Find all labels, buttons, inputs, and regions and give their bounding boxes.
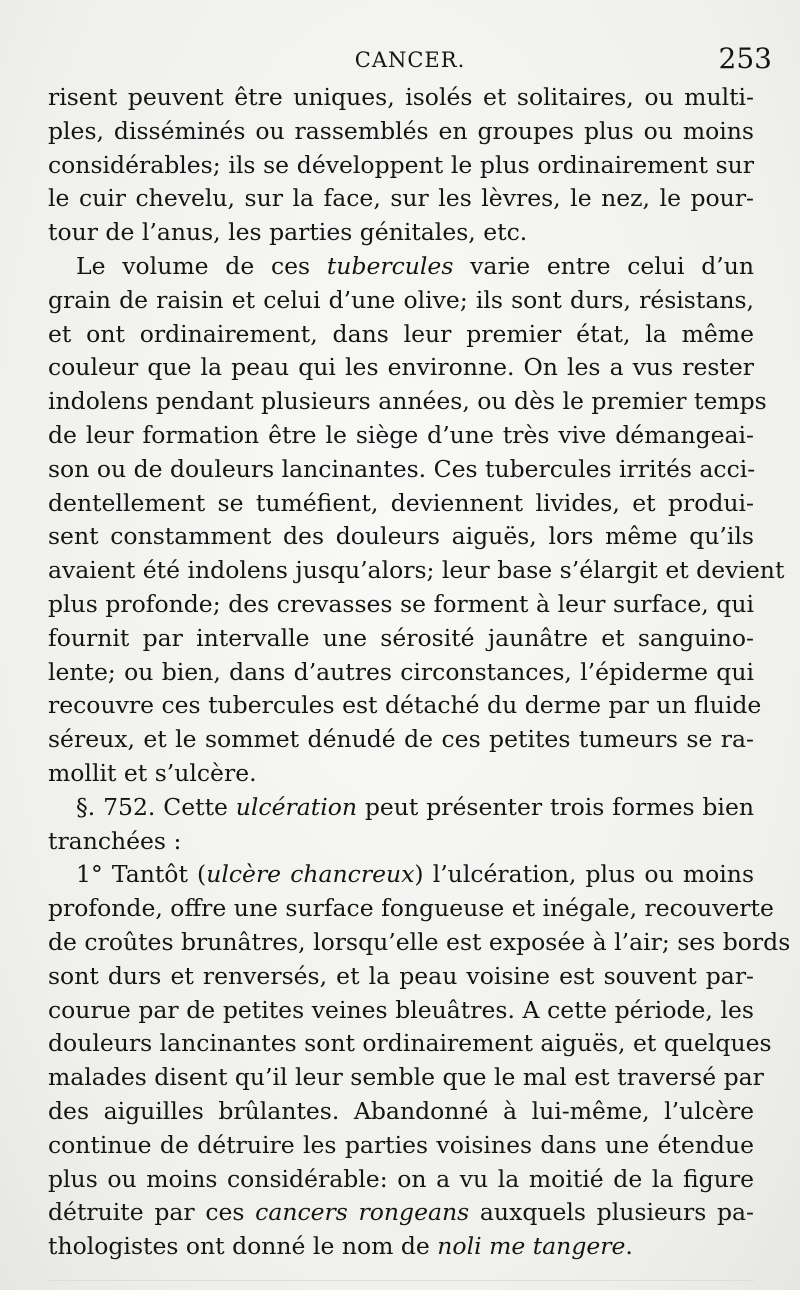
text-segment: couleur que la peau qui les environne. On les a vus rester [48, 353, 754, 382]
text-segment: plus ou moins considérable: on a vu la moitié de la figure [48, 1164, 754, 1193]
body-text [48, 81, 791, 1264]
text-line [48, 656, 754, 690]
running-title: CANCER. [354, 48, 466, 72]
text-segment: lente; ou bien, dans d’autres circonstances, l’épiderme qui [48, 657, 754, 686]
text-segment: tranchées : [48, 826, 182, 855]
text-line [48, 182, 754, 216]
text-line [48, 1095, 754, 1129]
text-segment: continue de détruire les parties voisines dans une étendue [48, 1130, 754, 1159]
text-line [48, 318, 754, 352]
text-segment: tour de l’anus, les parties génitales, etc. [48, 218, 528, 247]
text-line [48, 284, 754, 318]
italic-term: noli me tangere [437, 1232, 626, 1261]
text-line [48, 994, 754, 1028]
text-line [48, 825, 754, 859]
text-segment: son ou de douleurs lancinantes. Ces tubercules irrités acci- [48, 454, 756, 483]
text-line [48, 351, 754, 385]
page-edge-line [48, 1280, 754, 1281]
text-segment: courue par de petites veines bleuâtres. A cette période, les [48, 995, 754, 1024]
text-segment: séreux, et le sommet dénudé de ces petites tumeurs se ra- [48, 725, 754, 754]
text-segment: peut présenter trois formes bien [357, 792, 754, 821]
text-segment: auxquels plusieurs pa- [469, 1198, 754, 1227]
text-segment: §. 752. Cette [76, 792, 236, 821]
text-line [48, 419, 754, 453]
italic-term: cancers rongeans [255, 1198, 470, 1227]
text-segment: 1° Tantôt ( [76, 860, 207, 889]
text-line [48, 1061, 764, 1095]
text-segment: détruite par ces [48, 1198, 256, 1227]
text-line [48, 250, 754, 284]
text-segment: ples, disséminés ou rassemblés en groupes plus ou moins [48, 116, 754, 145]
text-line [48, 453, 754, 487]
text-segment: mollit et s’ulcère. [48, 758, 257, 787]
page-number: 253 [718, 42, 772, 75]
text-line [48, 1027, 772, 1061]
text-segment: de croûtes brunâtres, lorsqu’elle est exposée à l’air; ses bords [48, 927, 791, 956]
text-line [48, 723, 754, 757]
text-segment: Le volume de ces [76, 251, 327, 280]
page-header [48, 42, 772, 78]
text-segment: risent peuvent être uniques, isolés et solitaires, ou multi- [48, 83, 754, 111]
italic-term: tubercules [326, 251, 454, 280]
text-segment: profonde, offre une surface fongueuse et inégale, recouverte [48, 894, 774, 923]
text-segment: grain de raisin et celui d’une olive; ils sont durs, résistans, [48, 285, 754, 314]
text-line [48, 757, 754, 791]
text-line [48, 1230, 754, 1264]
text-segment: des aiguilles brûlantes. Abandonné à lui-même, l’ulcère [48, 1096, 754, 1125]
text-segment: avaient été indolens jusqu’alors; leur base s’élargit et devient [48, 556, 785, 585]
text-segment: thologistes ont donné le nom de [48, 1232, 438, 1261]
text-line [48, 520, 754, 554]
text-line [48, 1129, 754, 1163]
text-line [48, 1196, 754, 1230]
italic-term: ulcération [235, 792, 357, 821]
text-line [48, 960, 754, 994]
text-line [48, 926, 791, 960]
text-segment: de leur formation être le siège d’une très vive démangeai- [48, 420, 754, 449]
text-line [48, 216, 754, 250]
text-segment: considérables; ils se développent le plus ordinairement sur [48, 150, 754, 179]
text-line [48, 487, 754, 521]
text-segment: indolens pendant plusieurs années, ou dès le premier temps [48, 387, 767, 416]
text-line [48, 149, 754, 183]
text-segment: varie entre celui d’un [453, 251, 754, 280]
text-line [48, 892, 774, 926]
text-segment: fournit par intervalle une sérosité jaunâtre et sanguino- [48, 623, 754, 652]
text-line [48, 1163, 754, 1197]
text-segment: le cuir chevelu, sur la face, sur les lèvres, le nez, le pour- [48, 184, 754, 213]
text-segment: plus profonde; des crevasses se forment à leur surface, qui [48, 589, 754, 618]
text-line [48, 622, 754, 656]
text-segment: dentellement se tuméfient, deviennent livides, et produi- [48, 488, 754, 517]
text-line [48, 554, 785, 588]
text-segment: et ont ordinairement, dans leur premier état, la même [48, 319, 754, 348]
text-line [48, 689, 762, 723]
text-segment: sent constamment des douleurs aiguës, lors même qu’ils [48, 522, 754, 551]
text-segment: sont durs et renversés, et la peau voisine est souvent par- [48, 961, 754, 990]
italic-term: ulcère chancreux [206, 860, 415, 889]
text-line [48, 858, 754, 892]
text-segment: recouvre ces tubercules est détaché du derme par un fluide [48, 691, 762, 720]
text-line [48, 588, 754, 622]
text-segment: . [625, 1232, 633, 1261]
text-line [48, 115, 754, 149]
text-line [48, 385, 767, 419]
text-line [48, 791, 754, 825]
text-segment: ) l’ulcération, plus ou moins [414, 860, 755, 889]
text-line [48, 81, 754, 115]
text-segment: malades disent qu’il leur semble que le mal est traversé par [48, 1063, 764, 1092]
text-segment: douleurs lancinantes sont ordinairement aiguës, et quelques [48, 1029, 772, 1058]
